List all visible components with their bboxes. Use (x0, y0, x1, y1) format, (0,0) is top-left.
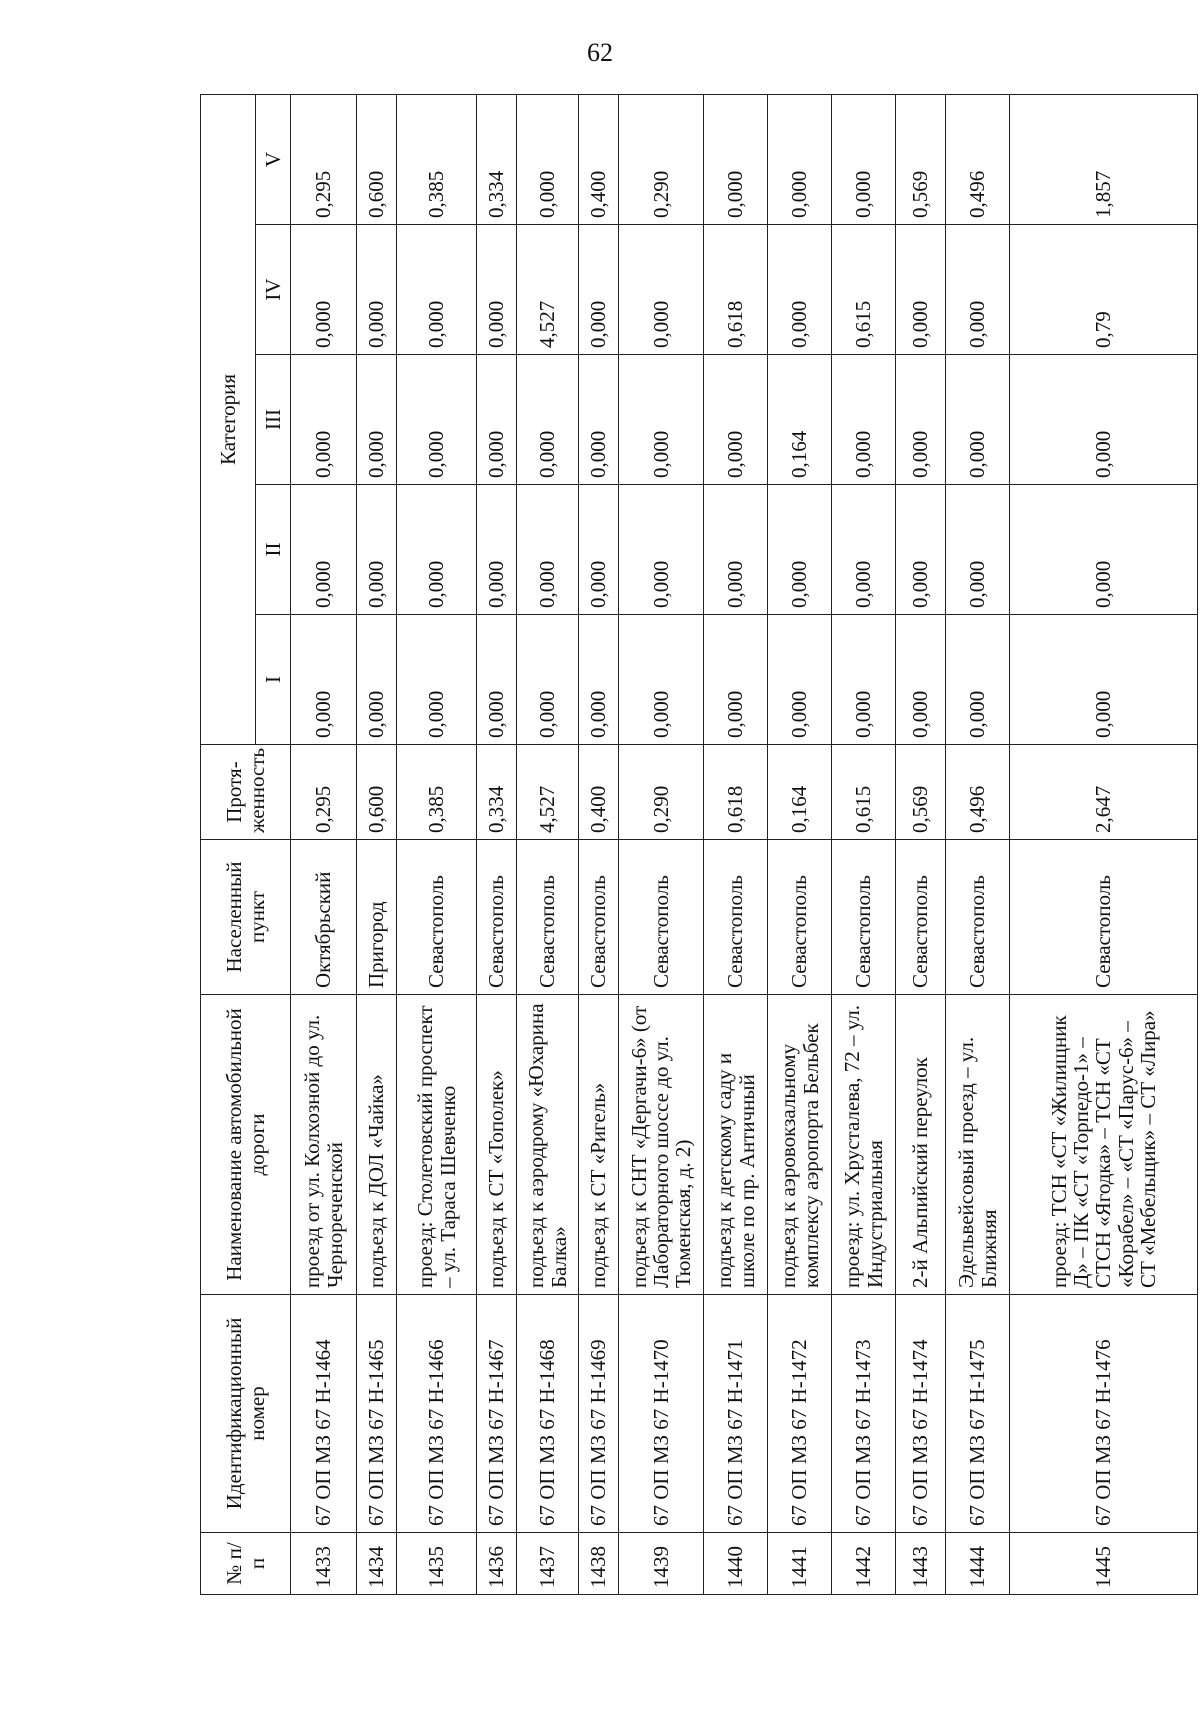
cell-no: 1440 (704, 1533, 768, 1595)
header-category-v: V (256, 94, 291, 224)
cell-length: 2,647 (1010, 745, 1198, 840)
cell-id: 67 ОП МЗ 67 Н-1468 (517, 1295, 579, 1533)
cell-category-ii: 0,000 (619, 485, 704, 615)
cell-id: 67 ОП МЗ 67 Н-1464 (291, 1295, 357, 1533)
cell-no: 1435 (397, 1533, 477, 1595)
cell-length: 0,569 (896, 745, 946, 840)
cell-settlement: Октябрьский (291, 840, 357, 995)
cell-category-iii: 0,000 (1010, 355, 1198, 485)
cell-name: 2-й Альпийский переулок (896, 995, 946, 1295)
cell-category-iii: 0,000 (704, 355, 768, 485)
header-row (201, 94, 256, 1594)
page-number: 62 (587, 38, 613, 67)
cell-category-iii: 0,000 (946, 355, 1010, 485)
cell-name: подъезд к аэровокзальному комплексу аэропорта Бельбек (768, 995, 832, 1295)
cell-category-ii: 0,000 (579, 485, 619, 615)
cell-category-i: 0,000 (477, 615, 517, 745)
cell-category-i: 0,000 (579, 615, 619, 745)
cell-category-v: 0,000 (832, 94, 896, 224)
cell-category-i: 0,000 (619, 615, 704, 745)
cell-name: проезд: Столетовский проспект – ул. Тараса Шевченко (397, 995, 477, 1295)
cell-name: Эдельвейсовый проезд – ул. Ближняя (946, 995, 1010, 1295)
cell-id: 67 ОП МЗ 67 Н-1474 (896, 1295, 946, 1533)
header-category-iv: IV (256, 225, 291, 355)
cell-id: 67 ОП МЗ 67 Н-1471 (704, 1295, 768, 1533)
cell-category-i: 0,000 (704, 615, 768, 745)
cell-name: подъезд к СНТ «Дергачи-6» (от Лабораторного шоссе до ул. Тюменская, д. 2) (619, 995, 704, 1295)
cell-category-iv: 0,000 (768, 225, 832, 355)
cell-length: 0,618 (704, 745, 768, 840)
cell-category-i: 0,000 (896, 615, 946, 745)
table-body (291, 94, 1198, 1594)
table-row (768, 94, 832, 1594)
cell-name: проезд от ул. Колхозной до ул. Чернореченской (291, 995, 357, 1295)
cell-category-ii: 0,000 (397, 485, 477, 615)
table-row (291, 94, 357, 1594)
cell-category-v: 0,385 (397, 94, 477, 224)
cell-category-iv: 0,000 (291, 225, 357, 355)
cell-length: 0,334 (477, 745, 517, 840)
cell-category-iv: 0,79 (1010, 225, 1198, 355)
cell-length: 4,527 (517, 745, 579, 840)
cell-category-iii: 0,000 (619, 355, 704, 485)
cell-category-i: 0,000 (357, 615, 397, 745)
table-row (1010, 94, 1198, 1594)
cell-id: 67 ОП МЗ 67 Н-1476 (1010, 1295, 1198, 1533)
cell-category-iv: 0,615 (832, 225, 896, 355)
cell-settlement: Пригород (357, 840, 397, 995)
cell-category-iii: 0,000 (579, 355, 619, 485)
cell-category-i: 0,000 (291, 615, 357, 745)
cell-category-ii: 0,000 (517, 485, 579, 615)
cell-length: 0,164 (768, 745, 832, 840)
cell-length: 0,385 (397, 745, 477, 840)
header-no: № п/п (201, 1533, 291, 1595)
cell-category-ii: 0,000 (768, 485, 832, 615)
cell-length: 0,295 (291, 745, 357, 840)
cell-name: подъезд к СТ «Тополек» (477, 995, 517, 1295)
cell-category-iii: 0,000 (397, 355, 477, 485)
cell-category-v: 0,496 (946, 94, 1010, 224)
cell-category-v: 0,000 (704, 94, 768, 224)
cell-category-iv: 0,000 (397, 225, 477, 355)
cell-length: 0,400 (579, 745, 619, 840)
cell-category-iii: 0,000 (832, 355, 896, 485)
cell-category-iii: 0,000 (357, 355, 397, 485)
cell-category-ii: 0,000 (946, 485, 1010, 615)
cell-settlement: Севастополь (832, 840, 896, 995)
cell-name: проезд: ТСН «СТ «Жилищник Д» – ПК «СТ «Торпедо-1» – СТСН «Ягодка» – ТСН «СТ «Корабел» – «СТ «Парус-6» – СТ «Мебельщик» – СТ «Лира» (1010, 995, 1198, 1295)
table-row (704, 94, 768, 1594)
cell-id: 67 ОП МЗ 67 Н-1470 (619, 1295, 704, 1533)
table-row (517, 94, 579, 1594)
cell-no: 1445 (1010, 1533, 1198, 1595)
cell-category-iv: 0,000 (357, 225, 397, 355)
header-id: Идентификационный номер (201, 1295, 291, 1533)
table-row (477, 94, 517, 1594)
cell-category-iv: 0,618 (704, 225, 768, 355)
header-length: Протя-женность (201, 745, 291, 840)
cell-category-iii: 0,000 (477, 355, 517, 485)
cell-id: 67 ОП МЗ 67 Н-1466 (397, 1295, 477, 1533)
cell-category-i: 0,000 (397, 615, 477, 745)
cell-id: 67 ОП МЗ 67 Н-1467 (477, 1295, 517, 1533)
cell-length: 0,600 (357, 745, 397, 840)
cell-category-v: 1,857 (1010, 94, 1198, 224)
cell-settlement: Севастополь (397, 840, 477, 995)
cell-no: 1433 (291, 1533, 357, 1595)
cell-category-iv: 0,000 (896, 225, 946, 355)
cell-category-ii: 0,000 (896, 485, 946, 615)
cell-id: 67 ОП МЗ 67 Н-1472 (768, 1295, 832, 1533)
cell-no: 1444 (946, 1533, 1010, 1595)
cell-settlement: Севастополь (517, 840, 579, 995)
cell-no: 1437 (517, 1533, 579, 1595)
cell-category-v: 0,600 (357, 94, 397, 224)
cell-no: 1438 (579, 1533, 619, 1595)
cell-category-i: 0,000 (517, 615, 579, 745)
table-row (832, 94, 896, 1594)
cell-category-iii: 0,000 (896, 355, 946, 485)
cell-id: 67 ОП МЗ 67 Н-1469 (579, 1295, 619, 1533)
cell-category-v: 0,000 (768, 94, 832, 224)
cell-id: 67 ОП МЗ 67 Н-1465 (357, 1295, 397, 1533)
cell-settlement: Севастополь (1010, 840, 1198, 995)
cell-category-iii: 0,164 (768, 355, 832, 485)
header-name: Наименование автомобильной дороги (201, 995, 291, 1295)
cell-category-iv: 0,000 (477, 225, 517, 355)
roads-table (200, 94, 1198, 1595)
cell-length: 0,615 (832, 745, 896, 840)
cell-category-ii: 0,000 (357, 485, 397, 615)
cell-category-iv: 4,527 (517, 225, 579, 355)
cell-no: 1442 (832, 1533, 896, 1595)
header-category-i: I (256, 615, 291, 745)
cell-category-v: 0,334 (477, 94, 517, 224)
cell-id: 67 ОП МЗ 67 Н-1473 (832, 1295, 896, 1533)
table-row (619, 94, 704, 1594)
table-row (946, 94, 1010, 1594)
cell-id: 67 ОП МЗ 67 Н-1475 (946, 1295, 1010, 1533)
cell-category-i: 0,000 (1010, 615, 1198, 745)
cell-category-ii: 0,000 (291, 485, 357, 615)
cell-name: проезд: ул. Хрусталева, 72 – ул. Индустриальная (832, 995, 896, 1295)
cell-name: подъезд к СТ «Ригель» (579, 995, 619, 1295)
cell-settlement: Севастополь (768, 840, 832, 995)
cell-settlement: Севастополь (946, 840, 1010, 995)
cell-category-ii: 0,000 (704, 485, 768, 615)
rotated-table-container (200, 95, 1160, 1595)
header-settlement: Населенный пункт (201, 840, 291, 995)
cell-no: 1436 (477, 1533, 517, 1595)
cell-category-i: 0,000 (832, 615, 896, 745)
cell-no: 1443 (896, 1533, 946, 1595)
cell-category-iv: 0,000 (619, 225, 704, 355)
table-row (896, 94, 946, 1594)
cell-category-v: 0,000 (517, 94, 579, 224)
cell-name: подъезд к ДОЛ «Чайка» (357, 995, 397, 1295)
cell-category-i: 0,000 (946, 615, 1010, 745)
cell-settlement: Севастополь (477, 840, 517, 995)
cell-category-iii: 0,000 (291, 355, 357, 485)
cell-category-ii: 0,000 (477, 485, 517, 615)
cell-category-v: 0,290 (619, 94, 704, 224)
header-category-iii: III (256, 355, 291, 485)
cell-category-ii: 0,000 (832, 485, 896, 615)
cell-category-iv: 0,000 (579, 225, 619, 355)
cell-category-i: 0,000 (768, 615, 832, 745)
table-row (357, 94, 397, 1594)
cell-settlement: Севастополь (704, 840, 768, 995)
cell-name: подъезд к детскому саду и школе по пр. Античный (704, 995, 768, 1295)
cell-length: 0,290 (619, 745, 704, 840)
cell-no: 1434 (357, 1533, 397, 1595)
cell-category-ii: 0,000 (1010, 485, 1198, 615)
table-row (397, 94, 477, 1594)
header-category-ii: II (256, 485, 291, 615)
table-row (579, 94, 619, 1594)
cell-category-v: 0,400 (579, 94, 619, 224)
cell-category-v: 0,569 (896, 94, 946, 224)
cell-length: 0,496 (946, 745, 1010, 840)
cell-no: 1441 (768, 1533, 832, 1595)
cell-name: подъезд к аэродрому «Юхарина Балка» (517, 995, 579, 1295)
cell-category-iv: 0,000 (946, 225, 1010, 355)
cell-settlement: Севастополь (896, 840, 946, 995)
cell-category-v: 0,295 (291, 94, 357, 224)
cell-settlement: Севастополь (579, 840, 619, 995)
header-category: Категория (201, 94, 256, 744)
cell-no: 1439 (619, 1533, 704, 1595)
cell-category-iii: 0,000 (517, 355, 579, 485)
cell-settlement: Севастополь (619, 840, 704, 995)
